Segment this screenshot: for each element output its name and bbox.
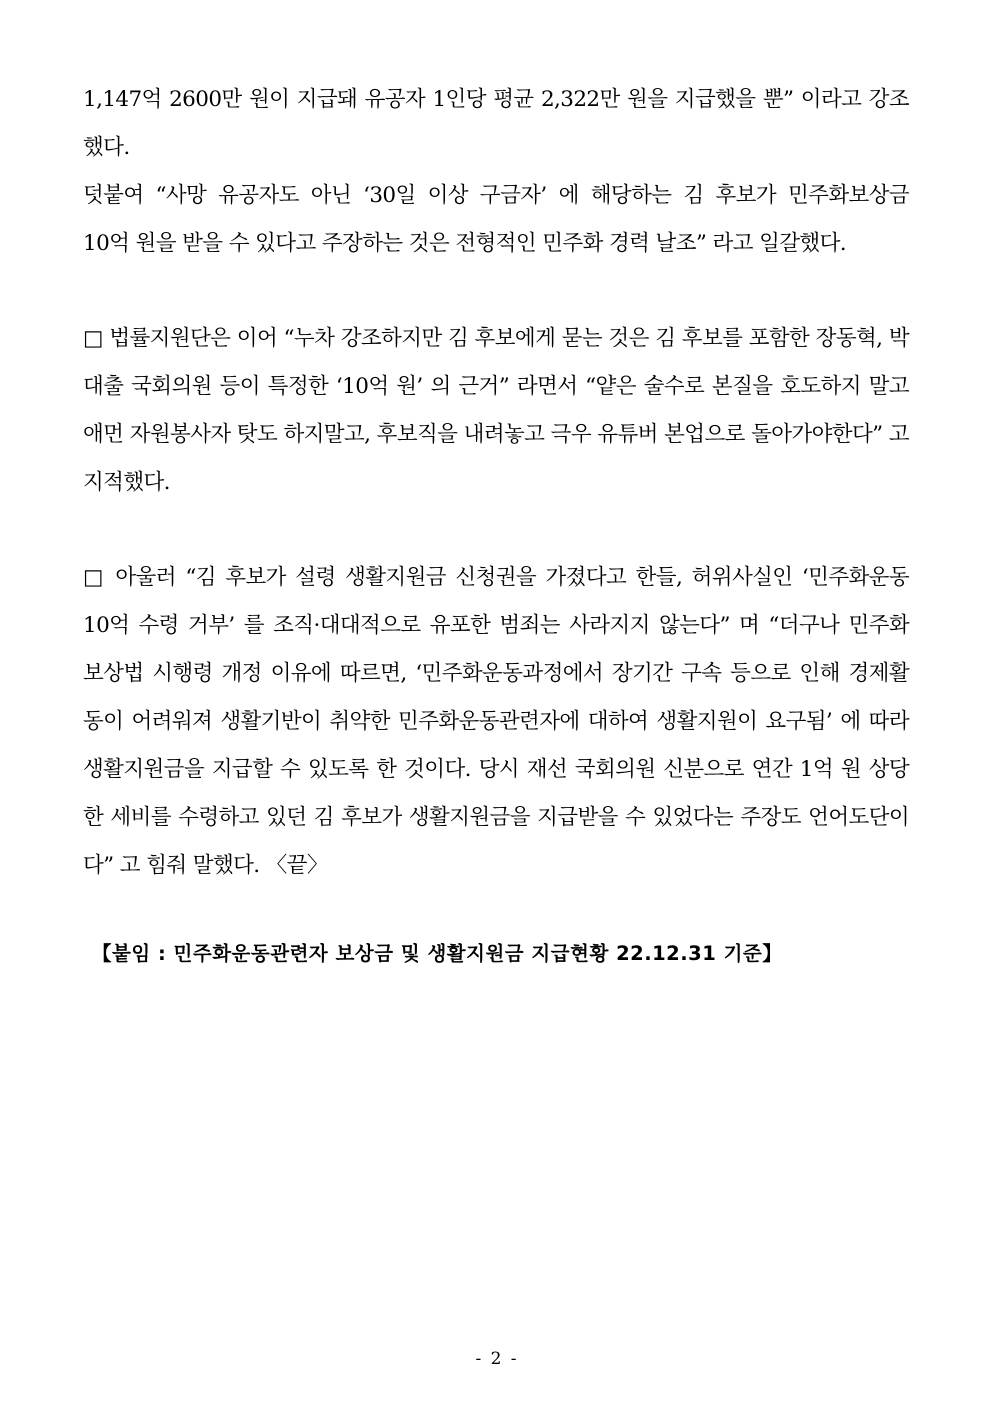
text-line: 덧붙여 “사망 유공자도 아닌 ‘30일 이상 구금자’ 에 해당하는 김 후보가 민주화보상금	[83, 183, 909, 208]
text-line: 생활지원금을 지급할 수 있도록 한 것이다. 당시 재선 국회의원 신분으로 연간 1억 원 상당	[83, 757, 909, 782]
text-line: □ 법률지원단은 이어 “누차 강조하지만 김 후보에게 묻는 것은 김 후보를 포함한 장동혁, 박	[83, 326, 909, 351]
paragraph-4	[83, 554, 909, 890]
text-line: 애먼 자원봉사자 탓도 하지말고, 후보직을 내려놓고 극우 유튜버 본업으로 돌아가야한다” 고	[83, 422, 909, 447]
paragraph-gap	[83, 268, 909, 315]
page-number: - 2 -	[475, 1349, 517, 1369]
paragraph-3	[83, 315, 909, 507]
attachment-note: 【붙임 : 민주화운동관련자 보상금 및 생활지원금 지급현황 22.12.31 기준】	[92, 942, 783, 965]
text-line: 한 세비를 수령하고 있던 김 후보가 생활지원금을 지급받을 수 있었다는 주장도 언어도단이	[83, 805, 909, 830]
paragraph-2	[83, 172, 909, 268]
paragraph-gap	[83, 507, 909, 554]
text-line: 했다.	[83, 135, 130, 160]
body-text	[83, 76, 909, 890]
text-line: 지적했다.	[83, 470, 170, 495]
text-line: 1,147억 2600만 원이 지급돼 유공자 1인당 평균 2,322만 원을 지급했을 뿐” 이라고 강조	[83, 87, 909, 112]
text-line: □ 아울러 “김 후보가 설령 생활지원금 신청권을 가졌다고 한들, 허위사실인 ‘민주화운동	[83, 565, 909, 590]
text-line: 동이 어려워져 생활기반이 취약한 민주화운동관련자에 대하여 생활지원이 요구됨’ 에 따라	[83, 709, 909, 734]
paragraph-1	[83, 76, 909, 172]
text-line: 다” 고 힘줘 말했다. 〈끝〉	[83, 853, 328, 878]
text-line: 대출 국회의원 등이 특정한 ‘10억 원’ 의 근거” 라면서 “얕은 술수로 본질을 호도하지 말고	[83, 374, 909, 399]
text-line: 보상법 시행령 개정 이유에 따르면, ‘민주화운동과정에서 장기간 구속 등으로 인해 경제활	[83, 661, 909, 686]
text-line: 10억 원을 받을 수 있다고 주장하는 것은 전형적인 민주화 경력 날조” 라고 일갈했다.	[83, 231, 847, 256]
text-line: 10억 수령 거부’ 를 조직·대대적으로 유포한 범죄는 사라지지 않는다” 며 “더구나 민주화	[83, 613, 909, 638]
